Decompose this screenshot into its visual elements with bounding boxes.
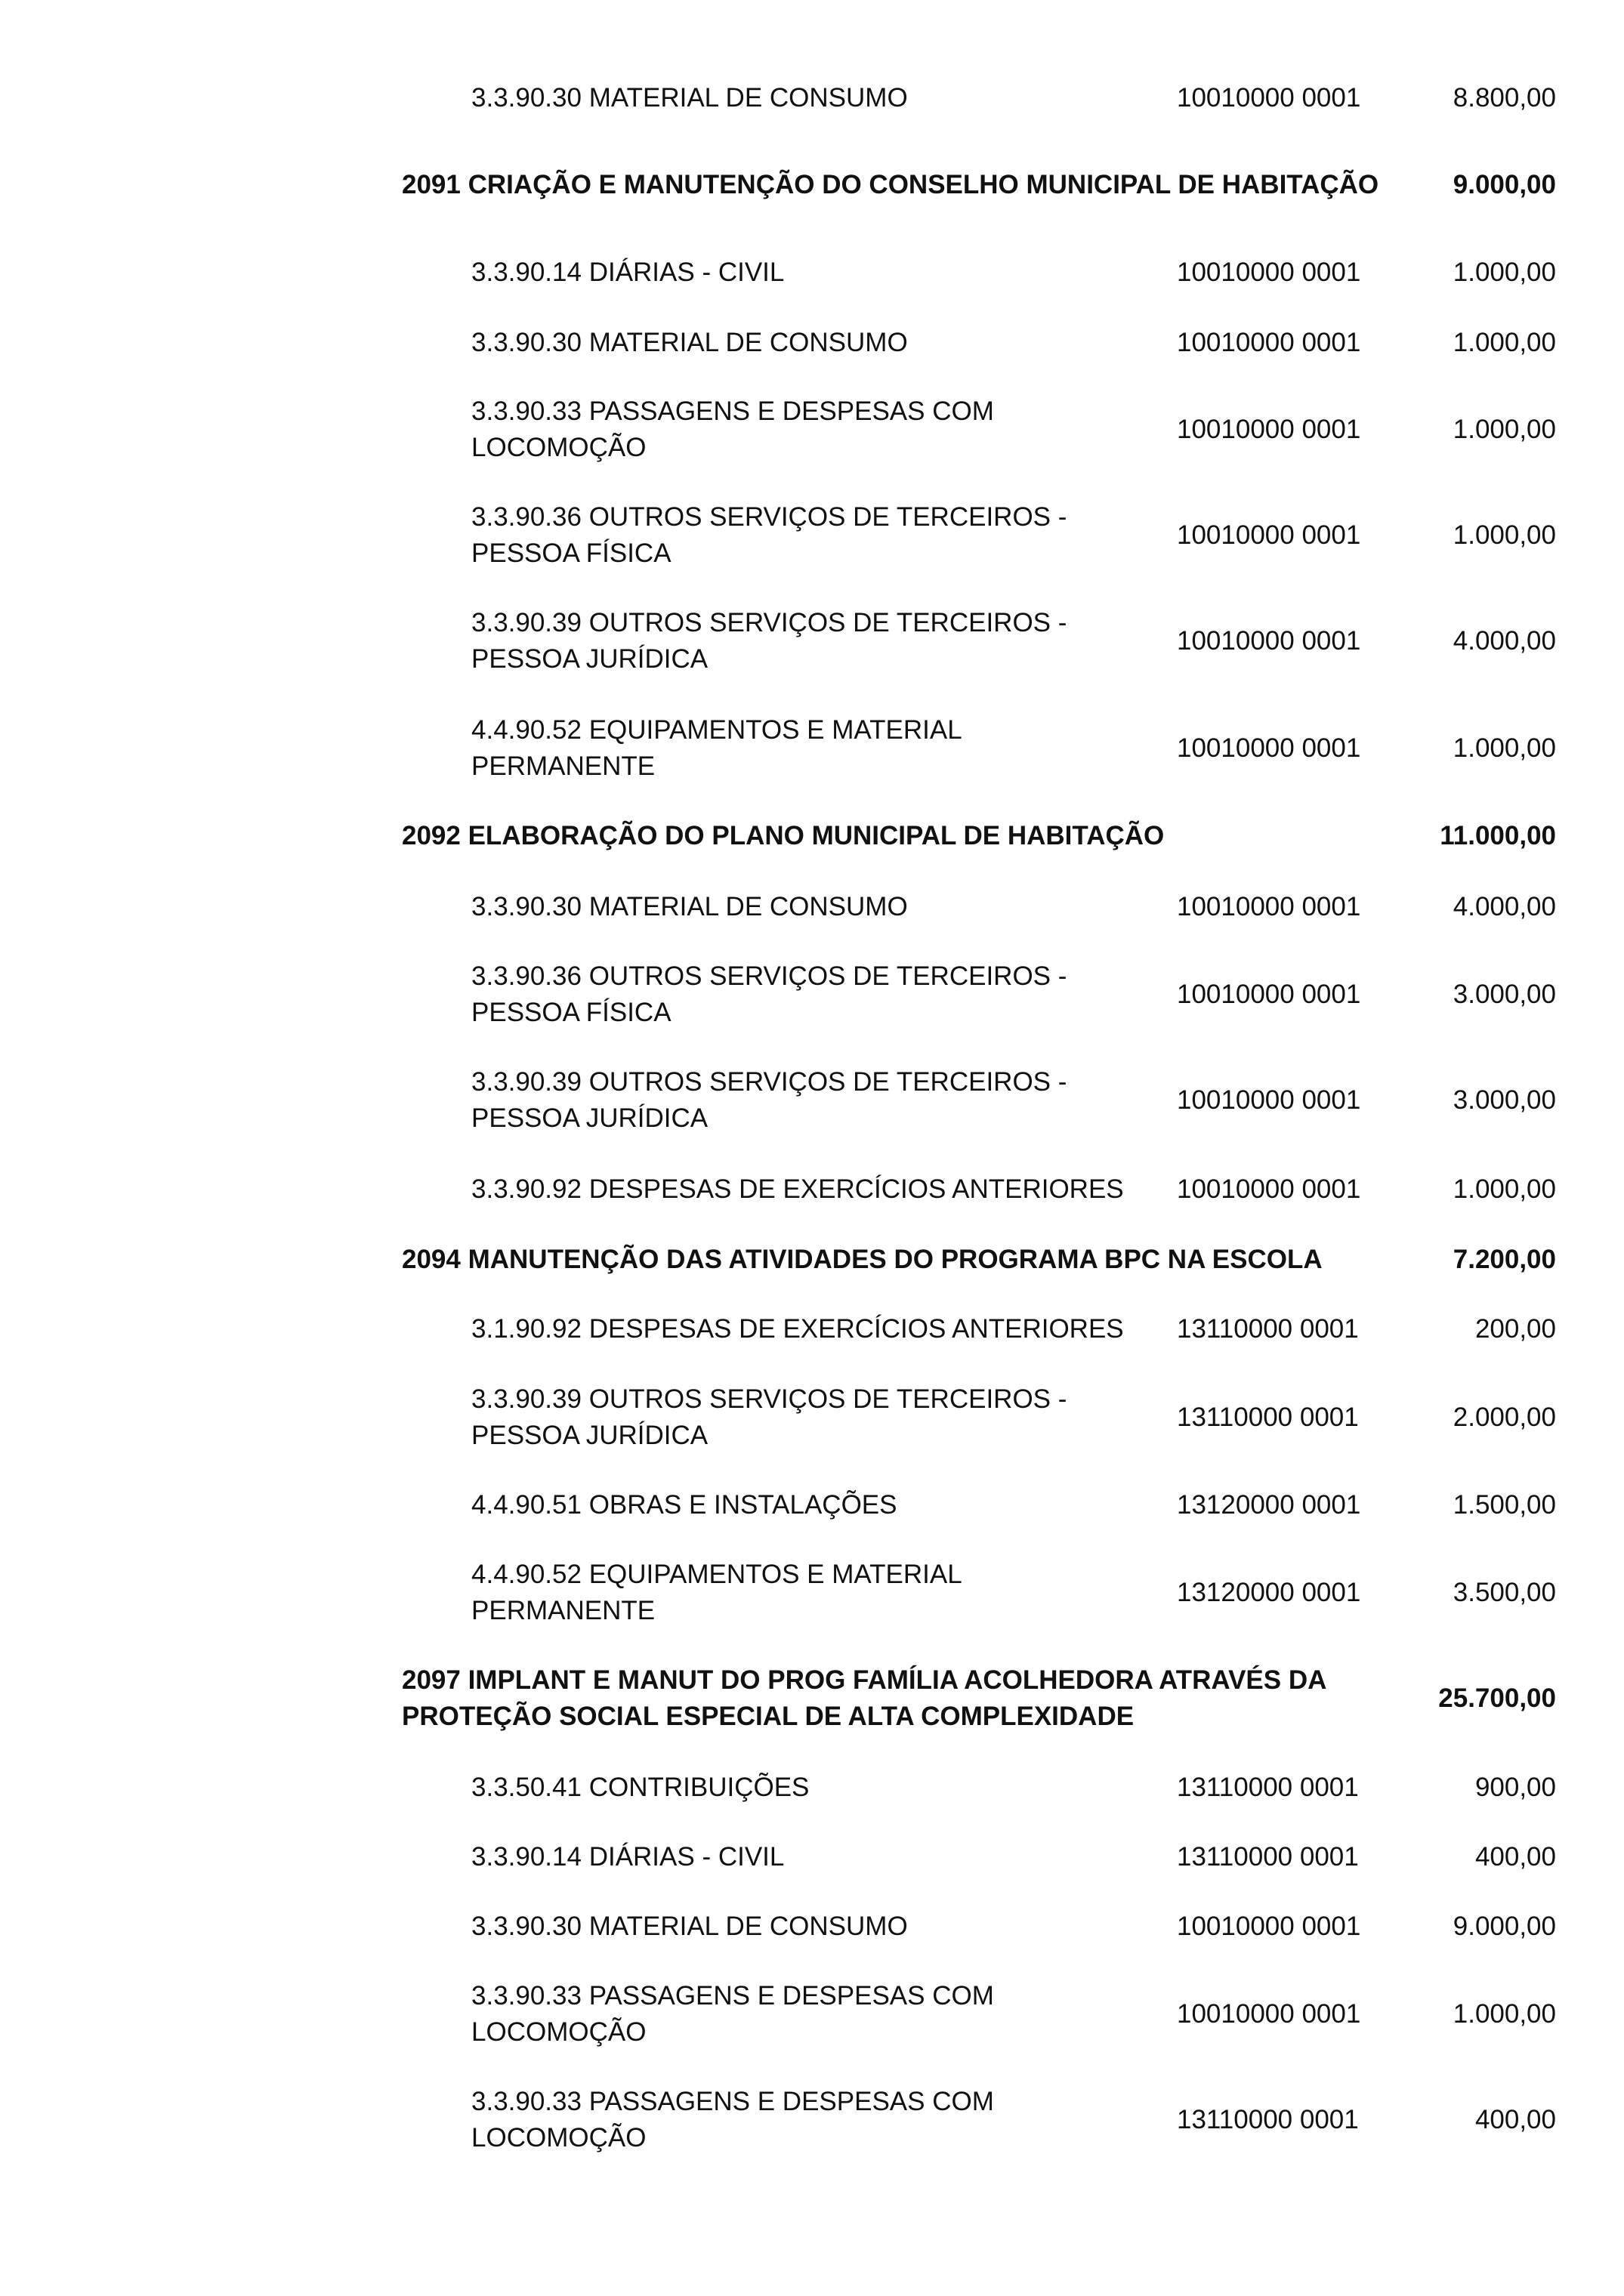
budget-item-row [0, 1556, 1624, 1630]
item-source-code: 10010000 0001 [1177, 1085, 1361, 1115]
item-description: 3.3.90.30 MATERIAL DE CONSUMO [471, 328, 908, 357]
budget-item-row [0, 1770, 1624, 1806]
item-description [471, 1063, 1151, 1137]
item-source-code: 13120000 0001 [1177, 1490, 1361, 1520]
item-description [471, 498, 1151, 572]
action-title-text: 2097 IMPLANT E MANUT DO PROG FAMÍLIA ACOLHEDORA ATRAVÉS DA PROTEÇÃO SOCIAL ESPECIAL DE ALTA COMPLEXIDADE [402, 1665, 1326, 1731]
budget-item-row [0, 498, 1624, 572]
item-description: 3.3.90.14 DIÁRIAS - CIVIL [471, 258, 785, 287]
item-amount: 3.000,00 [1453, 980, 1556, 1009]
item-description-text: 3.3.90.36 OUTROS SERVIÇOS DE TERCEIROS - PESSOA FÍSICA [471, 961, 1067, 1027]
action-title-text: 2091 CRIAÇÃO E MANUTENÇÃO DO CONSELHO MUNICIPAL DE HABITAÇÃO [402, 170, 1379, 199]
item-amount: 4.000,00 [1453, 892, 1556, 921]
item-amount: 8.800,00 [1453, 83, 1556, 113]
action-title: 2092 ELABORAÇÃO DO PLANO MUNICIPAL DE HABITAÇÃO [402, 821, 1165, 850]
item-source-code: 10010000 0001 [1177, 328, 1361, 357]
item-source-code: 13110000 0001 [1177, 1842, 1359, 1872]
item-source-code: 10010000 0001 [1177, 892, 1361, 921]
budget-item-row [0, 1311, 1624, 1347]
item-description [471, 711, 1151, 785]
item-amount: 3.500,00 [1453, 1578, 1556, 1607]
budget-item-row [0, 393, 1624, 467]
item-description [471, 1977, 1151, 2051]
budget-item-row [0, 958, 1624, 1032]
item-description: 3.3.50.41 CONTRIBUIÇÕES [471, 1773, 810, 1802]
budget-item-row [0, 255, 1624, 291]
budget-item-row [0, 711, 1624, 785]
item-source-code: 10010000 0001 [1177, 415, 1361, 444]
item-amount: 1.000,00 [1453, 258, 1556, 287]
item-description [471, 2083, 1151, 2157]
item-description [471, 1556, 1151, 1630]
item-amount: 200,00 [1474, 1314, 1556, 1344]
budget-item-row [0, 80, 1624, 116]
item-amount: 1.500,00 [1453, 1490, 1556, 1520]
budget-item-row [0, 604, 1624, 678]
item-description: 4.4.90.51 OBRAS E INSTALAÇÕES [471, 1490, 897, 1520]
item-description: 3.3.90.30 MATERIAL DE CONSUMO [471, 1912, 908, 1941]
action-total: 25.700,00 [1438, 1683, 1556, 1713]
action-title: 2094 MANUTENÇÃO DAS ATIVIDADES DO PROGRAMA BPC NA ESCOLA [402, 1245, 1323, 1274]
item-amount: 400,00 [1474, 2105, 1556, 2134]
item-amount: 1.000,00 [1453, 415, 1556, 444]
action-header-row [0, 818, 1624, 854]
item-description-text: 3.3.90.39 OUTROS SERVIÇOS DE TERCEIROS - PESSOA JURÍDICA [471, 1384, 1067, 1450]
action-title [402, 147, 1391, 223]
item-amount: 900,00 [1474, 1773, 1556, 1802]
budget-item-row [0, 2083, 1624, 2157]
item-description-text: 4.4.90.52 EQUIPAMENTOS E MATERIAL PERMANENTE [471, 715, 962, 781]
item-amount: 1.000,00 [1453, 1999, 1556, 2029]
item-source-code: 10010000 0001 [1177, 258, 1361, 287]
budget-item-row [0, 1487, 1624, 1523]
item-description: 3.3.90.92 DESPESAS DE EXERCÍCIOS ANTERIORES [471, 1174, 1124, 1204]
item-source-code: 10010000 0001 [1177, 1999, 1361, 2029]
item-description: 3.1.90.92 DESPESAS DE EXERCÍCIOS ANTERIORES [471, 1314, 1124, 1344]
budget-item-row [0, 325, 1624, 361]
item-amount: 400,00 [1474, 1842, 1556, 1872]
item-description-text: 4.4.90.52 EQUIPAMENTOS E MATERIAL PERMANENTE [471, 1560, 962, 1625]
item-source-code: 10010000 0001 [1177, 520, 1361, 550]
item-source-code: 10010000 0001 [1177, 626, 1361, 656]
item-description: 3.3.90.30 MATERIAL DE CONSUMO [471, 892, 908, 921]
action-total: 9.000,00 [1453, 170, 1556, 199]
action-total: 11.000,00 [1440, 821, 1556, 850]
item-description [471, 958, 1151, 1032]
budget-item-row [0, 889, 1624, 925]
item-amount: 1.000,00 [1453, 328, 1556, 357]
action-header-row [0, 1661, 1624, 1736]
action-total: 7.200,00 [1453, 1245, 1556, 1274]
item-amount: 4.000,00 [1453, 626, 1556, 656]
item-description-text: 3.3.90.33 PASSAGENS E DESPESAS COM LOCOMOÇÃO [471, 397, 994, 462]
item-amount: 1.000,00 [1453, 520, 1556, 550]
item-amount: 3.000,00 [1453, 1085, 1556, 1115]
item-amount: 1.000,00 [1453, 1174, 1556, 1204]
item-source-code: 10010000 0001 [1177, 980, 1361, 1009]
item-description [471, 604, 1151, 678]
action-title [402, 1661, 1391, 1736]
item-description-text: 3.3.90.33 PASSAGENS E DESPESAS COM LOCOMOÇÃO [471, 1981, 994, 2047]
item-description-text: 3.3.90.39 OUTROS SERVIÇOS DE TERCEIROS - PESSOA JURÍDICA [471, 1067, 1067, 1133]
item-source-code: 13110000 0001 [1177, 1314, 1359, 1344]
item-source-code: 10010000 0001 [1177, 1174, 1361, 1204]
item-description: 3.3.90.14 DIÁRIAS - CIVIL [471, 1842, 785, 1872]
budget-item-row [0, 1381, 1624, 1455]
item-description [471, 393, 1151, 467]
budget-item-row [0, 1839, 1624, 1875]
item-source-code: 10010000 0001 [1177, 733, 1361, 763]
item-description: 3.3.90.30 MATERIAL DE CONSUMO [471, 83, 908, 113]
budget-item-row [0, 1909, 1624, 1945]
budget-item-row [0, 1171, 1624, 1208]
action-header-row [0, 147, 1624, 223]
action-header-row [0, 1242, 1624, 1278]
item-source-code: 13120000 0001 [1177, 1578, 1361, 1607]
item-description-text: 3.3.90.33 PASSAGENS E DESPESAS COM LOCOMOÇÃO [471, 2087, 994, 2152]
item-source-code: 13110000 0001 [1177, 2105, 1359, 2134]
budget-item-row [0, 1977, 1624, 2051]
item-source-code: 10010000 0001 [1177, 83, 1361, 113]
item-amount: 1.000,00 [1453, 733, 1556, 763]
item-amount: 9.000,00 [1453, 1912, 1556, 1941]
item-source-code: 13110000 0001 [1177, 1773, 1359, 1802]
item-description-text: 3.3.90.36 OUTROS SERVIÇOS DE TERCEIROS - PESSOA FÍSICA [471, 502, 1067, 568]
item-description [471, 1381, 1151, 1455]
item-description-text: 3.3.90.39 OUTROS SERVIÇOS DE TERCEIROS - PESSOA JURÍDICA [471, 608, 1067, 674]
item-source-code: 13110000 0001 [1177, 1403, 1359, 1432]
item-source-code: 10010000 0001 [1177, 1912, 1361, 1941]
budget-item-row [0, 1063, 1624, 1137]
item-amount: 2.000,00 [1453, 1403, 1556, 1432]
